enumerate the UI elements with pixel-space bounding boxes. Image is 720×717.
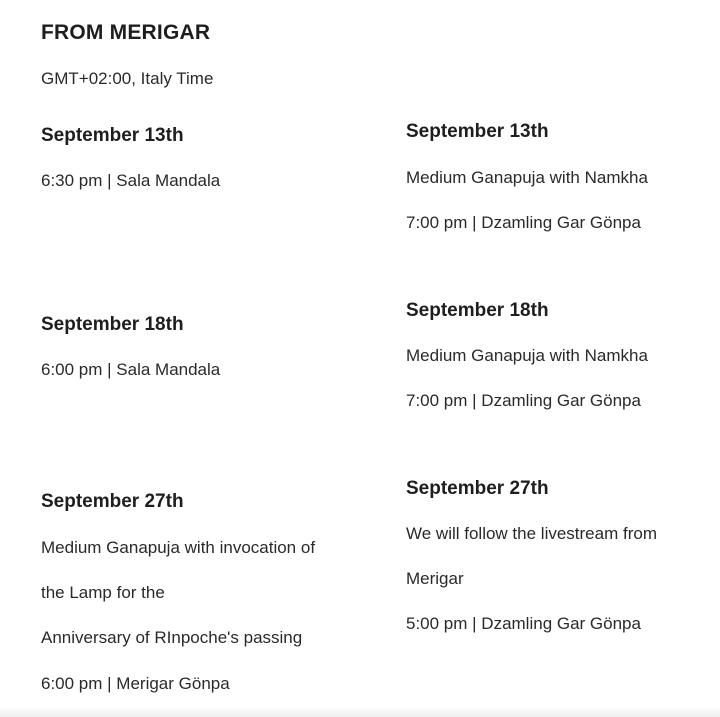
event-line: Anniversary of RInpoche's passing — [41, 628, 303, 647]
event-dzamling-sep27 — [406, 478, 706, 635]
section-heading: FROM MERIGAR — [41, 21, 211, 44]
event-line: 7:00 pm | Dzamling Gar Gönpa — [406, 213, 641, 232]
event-date: September 13th — [406, 121, 549, 142]
event-date: September 13th — [41, 125, 184, 146]
event-date: September 18th — [41, 314, 184, 335]
event-dzamling-sep18 — [406, 300, 706, 412]
event-line: Merigar — [406, 569, 464, 588]
event-line: the Lamp for the — [41, 583, 165, 602]
event-merigar-sep13 — [41, 125, 371, 192]
event-date: September 27th — [406, 478, 549, 499]
event-line: 6:00 pm | Merigar Gönpa — [41, 674, 230, 693]
event-date: September 27th — [41, 491, 184, 512]
event-merigar-sep27 — [41, 491, 371, 695]
event-line: 6:30 pm | Sala Mandala — [41, 171, 221, 190]
event-line: 6:00 pm | Sala Mandala — [41, 360, 221, 379]
event-line: Medium Ganapuja with invocation of — [41, 538, 316, 557]
event-dzamling-sep13 — [406, 121, 706, 234]
event-date: September 18th — [406, 300, 549, 321]
timezone-label: GMT+02:00, Italy Time — [41, 69, 214, 88]
event-line: Medium Ganapuja with Namkha — [406, 168, 648, 187]
event-line: Medium Ganapuja with Namkha — [406, 346, 648, 365]
event-merigar-sep18 — [41, 314, 371, 381]
event-line: 5:00 pm | Dzamling Gar Gönpa — [406, 614, 641, 633]
bottom-edge-shadow — [0, 707, 720, 717]
event-line: 7:00 pm | Dzamling Gar Gönpa — [406, 391, 641, 410]
event-line: We will follow the livestream from — [406, 524, 657, 543]
